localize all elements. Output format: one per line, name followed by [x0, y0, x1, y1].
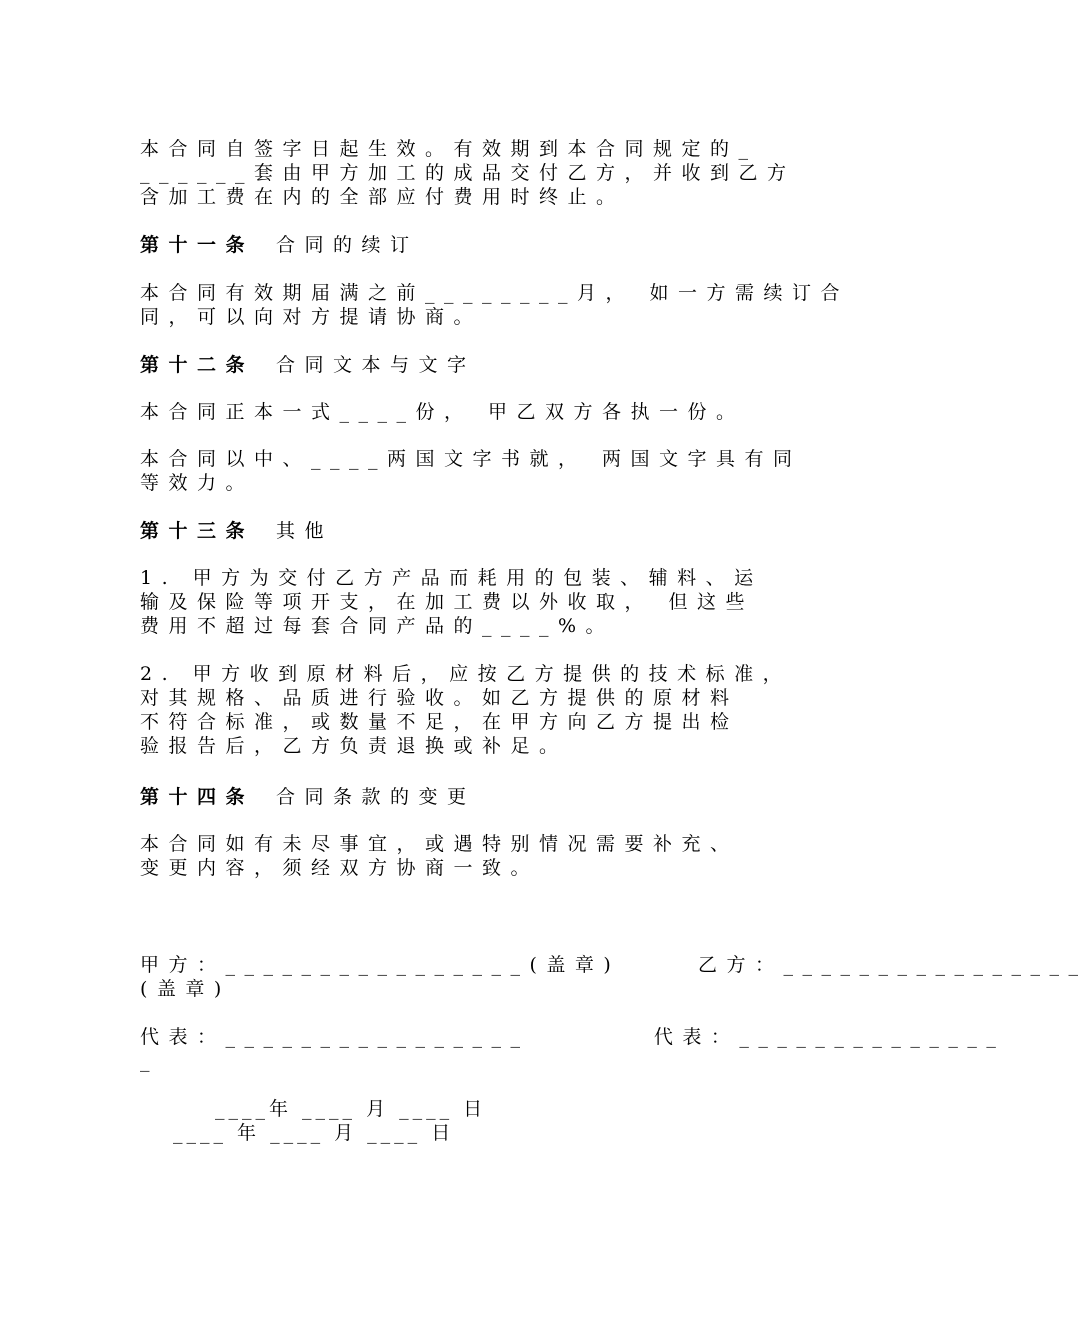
article-title: 合同文本与文字 [276, 354, 476, 376]
article-12-text: 本合同以中、____两国文字书就， 两国文字具有同 [140, 448, 802, 470]
article-10-text: 含加工费在内的全部应付费用时终止。 [140, 186, 625, 208]
article-number: 第十四条 [140, 786, 255, 808]
article-12-text: 本合同正本一式____份， 甲乙双方各执一份。 [140, 401, 745, 423]
article-title: 合同的续订 [276, 234, 419, 256]
representative-line: 代表：________________ 代表：______________ [140, 1026, 1006, 1048]
article-14-text: 本合同如有未尽事宜，或遇特别情况需要补充、 [140, 833, 739, 855]
article-13-item-1: 输及保险等项开支，在加工费以外收取， 但这些 [140, 591, 755, 613]
article-11-heading [140, 233, 419, 257]
article-12-heading [140, 353, 476, 377]
article-number: 第十一条 [140, 234, 255, 256]
party-signature-line: 甲方：________________(盖章) 乙方：________________ [140, 954, 1088, 976]
article-number: 第十三条 [140, 520, 255, 542]
article-13-item-1: 费用不超过每套合同产品的____%。 [140, 615, 615, 637]
party-seal-label: (盖章) [140, 978, 231, 1000]
article-13-item-2: 不符合标准，或数量不足，在甲方向乙方提出检 [140, 711, 739, 733]
article-10-text: 本合同自签字日起生效。有效期到本合同规定的_ [140, 138, 758, 160]
article-11-text: 本合同有效期届满之前________月， 如一方需续订合 [140, 282, 850, 304]
representative-line-tail: _ [140, 1050, 159, 1072]
article-13-item-2: 2. 甲方收到原材料后，应按乙方提供的技术标准， [140, 663, 792, 685]
date-line-party-a: ____年 ____ 月 ____ 日 [215, 1098, 487, 1120]
article-11-text: 同，可以向对方提请协商。 [140, 306, 483, 328]
article-14-heading [140, 785, 476, 809]
article-13-item-2: 对其规格、品质进行验收。如乙方提供的原材料 [140, 687, 739, 709]
article-14-text: 变更内容，须经双方协商一致。 [140, 857, 540, 879]
article-13-item-1: 1. 甲方为交付乙方产品而耗用的包装、辅料、运 [140, 567, 763, 589]
article-title: 合同条款的变更 [276, 786, 476, 808]
article-number: 第十二条 [140, 354, 255, 376]
article-10-text: ______套由甲方加工的成品交付乙方，并收到乙方 [140, 162, 796, 184]
date-line-party-b: ____ 年 ____ 月 ____ 日 [173, 1122, 455, 1144]
article-title: 其他 [276, 520, 334, 542]
article-12-text: 等效力。 [140, 472, 255, 494]
article-13-heading [140, 519, 333, 543]
article-13-item-2: 验报告后，乙方负责退换或补足。 [140, 735, 568, 757]
